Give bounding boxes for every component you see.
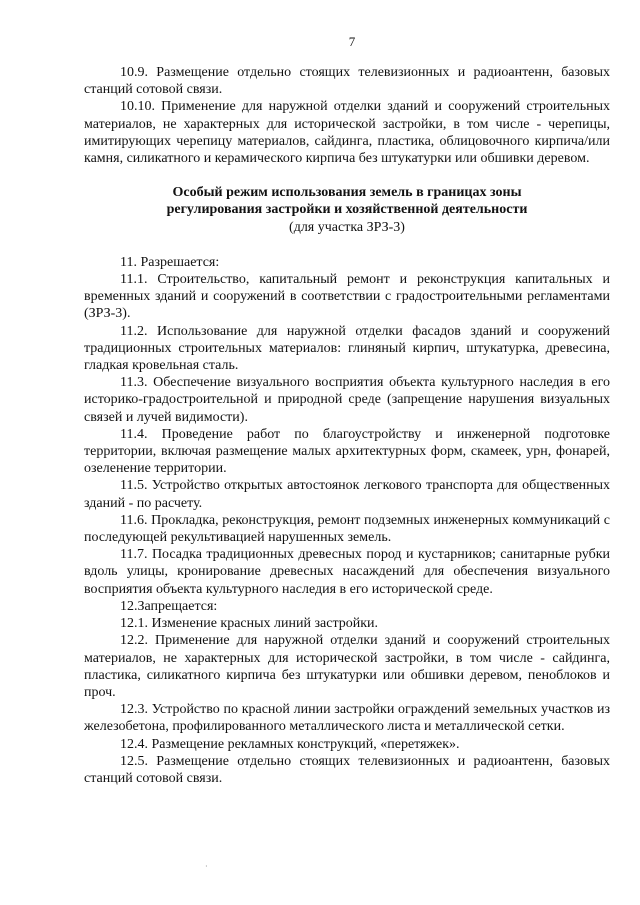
paragraph-11-1: 11.1. Строительство, капитальный ремонт и реконструкция капитальных и временных зданий и сооружений в соответствии с градостроительными регламентами (ЗРЗ-3). [84, 272, 610, 322]
section-title-line-1: Особый режим использования земель в границах зоны [172, 185, 522, 201]
paragraph-12-3: 12.3. Устройство по красной линии застройки ограждений земельных участков из железобетона, профилированного металлического листа и металлической сетки. [84, 702, 610, 735]
spacer [84, 236, 610, 254]
paragraph-10-10: 10.10. Применение для наружной отделки зданий и сооружений строительных материалов, не характерных для исторической застройки, в том числе - черепицы, имитирующих черепицу материалов, сайдинга, пластика, облицовочного кирпича/или камня, силикатного и керамического кирпича без штукатурки или обшивки деревом. [84, 99, 610, 167]
paragraph-11-4: 11.4. Проведение работ по благоустройству и инженерной подготовке территории, включая размещение малых архитектурных форм, скамеек, урн, фонарей, озеленение территории. [84, 426, 610, 477]
spacer [84, 167, 610, 184]
paragraph-10-9: 10.9. Размещение отдельно стоящих телевизионных и радиоантенн, базовых станций сотовой связи. [84, 65, 610, 98]
paragraph-11-5: 11.5. Устройство открытых автостоянок легкового транспорта для общественных зданий - по расчету. [84, 478, 610, 511]
section-title-line-2: регулирования застройки и хозяйственной деятельности [166, 202, 528, 218]
paragraph-11-2: 11.2. Использование для наружной отделки фасадов зданий и сооружений традиционных строительных материалов: глиняный кирпич, штукатурка, древесина, гладкая кровельная сталь. [84, 323, 610, 374]
paragraph-12-1: 12.1. Изменение красных линий застройки. [120, 616, 379, 632]
paragraph-12-2: 12.2. Применение для наружной отделки зданий и сооружений строительных материалов, не характерных для исторической застройки, в том числе - сайдинга, пластика, силикатного кирпича без штукатурки или обшивки деревом, пеноблоков и проч. [84, 633, 610, 700]
paragraph-12-5: 12.5. Размещение отдельно стоящих телевизионных и радиоантенн, базовых станций сотовой связи. [84, 753, 610, 786]
paragraph-11-6: 11.6. Прокладка, реконструкция, ремонт подземных инженерных коммуникаций с последующей рекультивацией нарушенных земель. [84, 512, 610, 546]
allowed-heading: 11. Разрешается: [120, 254, 220, 270]
paragraph-11-3: 11.3. Обеспечение визуального восприятия объекта культурного наследия в его историко-градостроительной и природной среде (запрещение нарушения визуальных связей и лучей видимости). [84, 375, 610, 425]
paragraph-12-4: 12.4. Размещение рекламных конструкций, «перетяжек». [120, 736, 460, 752]
page-number: 7 [348, 34, 356, 49]
section-subtitle: (для участка ЗРЗ-3) [289, 219, 405, 235]
forbidden-heading: 12.Запрещается: [120, 598, 218, 614]
paragraph-11-7: 11.7. Посадка традиционных древесных пород и кустарников; санитарные рубки вдоль улицы, кронирование древесных насаждений для обеспечения визуального восприятия объекта культурного наследия в его исторической среде. [84, 547, 610, 597]
scan-dot: · [205, 862, 208, 871]
